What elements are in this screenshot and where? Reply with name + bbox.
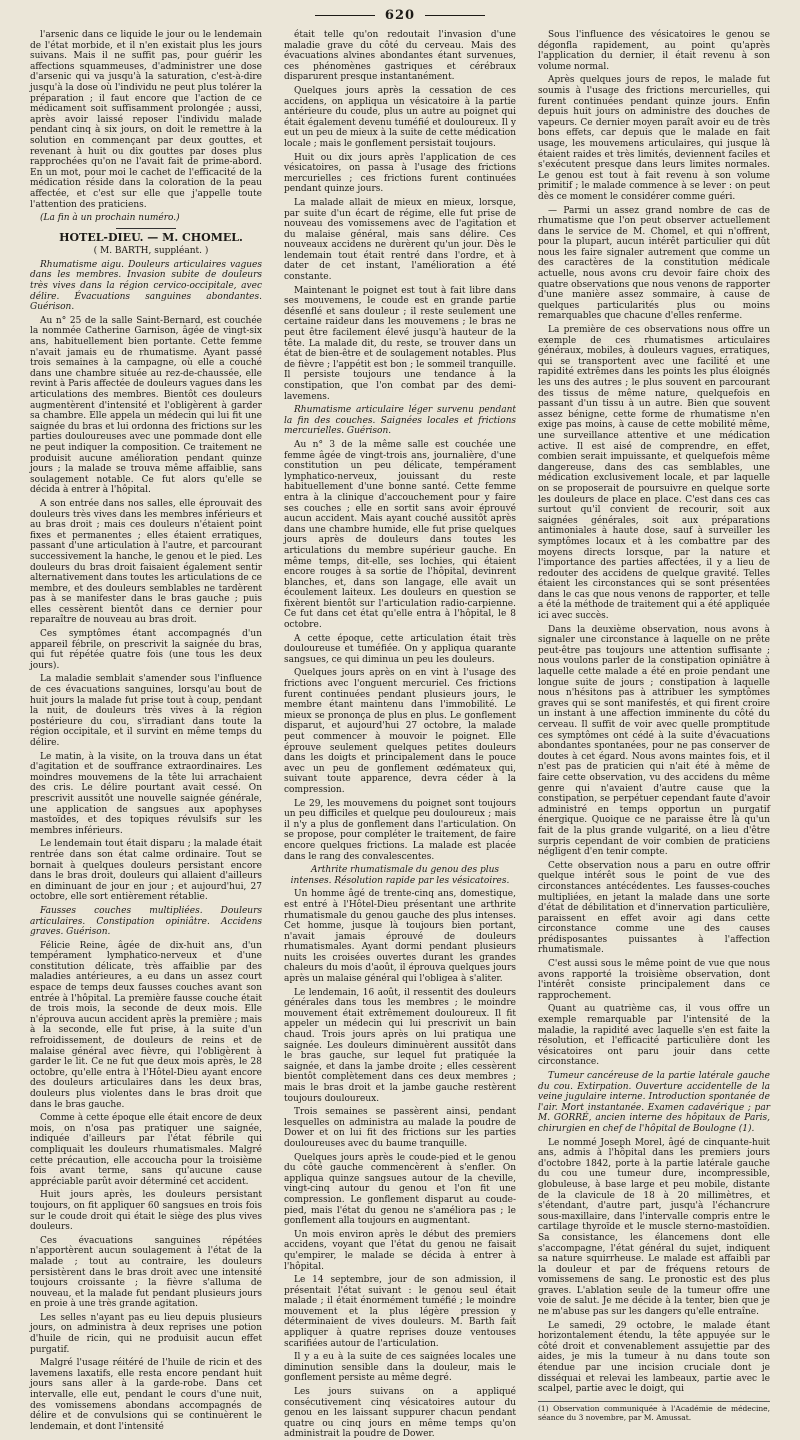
paragraph: La malade allait de mieux en mieux, lorsque, par suite d'un écart de régime, elle fut prise de nouveau des vomissemens avec de l'agitation et du malaise général, mais sans délire. Ces nouveaux accidens ne durèrent qu'un jour. Dès le lendemain tout était rentré dans l'ordre, et à dater de cet instant, l'amélioration a été constante. [284,197,516,283]
paragraph: Trois semaines se passèrent ainsi, pendant lesquelles on administra au malade la poudre de Dower et on lui fit des frictions sur les parties douloureuses avec du baume tranquille. [284,1107,516,1149]
paragraph: — Parmi un assez grand nombre de cas de rhumatisme que l'on peut observer actuellement dans le service de M. Chomel, et qui n'offrent, pour la plupart, aucun intérêt particulier qui dût nous les faire signaler autrement que comme un des caractères de la constitution médicale actuelle, nous avons cru devoir faire choix des quatre observations que nous venons de rapporter d'une manière assez sommaire, à cause de quelques particularités plus ou moins remarquables que chacune d'elles renferme. [538,205,770,322]
paragraph: était telle qu'on redoutait l'invasion d'une maladie grave du côté du cerveau. Mais des évacuations alvines abondantes étant survenues, ces phénomènes gastriques et cérébraux disparurent presque instantanément. [284,30,516,83]
paragraph: Maintenant le poignet est tout à fait libre dans ses mouvemens, le coude est en grande partie désenflé et sans douleur ; il reste seulement une certaine raideur dans les mouvemens ; le bras ne peut être facilement élevé jusqu'à hauteur de la tête. La malade dit, du reste, se trouver dans un état de bien-être et de soulagement notables. Plus de fièvre ; l'appétit est bon ; le sommeil tranquille. Il persiste toujours une tendance à la constipation, que l'on combat par des demi-lavemens. [284,285,516,402]
paragraph: Le 14 septembre, jour de son admission, il présentait l'état suivant : le genou seul était malade ; il était énormément tuméfié ; le moindre mouvement et la plus légère pression y déterminaient de vives douleurs. M. Barth fait appliquer à quatre reprises douze ventouses scarifiées autour de l'articulation. [284,1275,516,1349]
paragraph: Il y a eu à la suite de ces saignées locales une diminution sensible dans la douleur, mais le gonflement persiste au même degré. [284,1352,516,1384]
case-title: (La fin à un prochain numéro.) [40,213,180,224]
paragraph: Au n° 25 de la salle Saint-Bernard, est couchée la nommée Catherine Garnison, âgée de vingt-six ans, habituellement bien portante. Cette femme n'avait jamais eu de rhumatisme. Ayant passé trois semaines à la campagne, où elle a couché dans une chambre située au rez-de-chaussée, elle revint à Paris affectée de douleurs vagues dans les articulations des membres. Bientôt ces douleurs augmentèrent d'intensité et l'obligèrent à garder sa chambre. Elle appela un médecin qui lui fit une saignée du bras et lui ordonna des frictions sur les parties douloureuses avec une pommade dont elle ne peut indiquer la composition. Ce traitement ne produisit aucune amélioration pendant quinze jours ; la malade se trouva même affaiblie, sans soulagement notable. Ce fut alors qu'elle se décida à entrer à l'hôpital. [30,315,262,496]
column-3 [538,30,770,1422]
section-heading: HOTEL-DIEU. — M. CHOMEL. [59,230,243,244]
case-title: Rhumatisme articulaire léger survenu pendant la fin des couches. Saignées locales et frictions mercurielles. Guérison. [284,405,516,437]
paragraph: Dans la deuxième observation, nous avons à signaler une circonstance à laquelle on ne prête peut-être pas toujours une attention suffisante ; nous voulons parler de la constipation opiniâtre à laquelle cette malade a été en proie pendant une longue suite de jours ; constipation à laquelle nous n'hésitons pas à attribuer les symptômes graves qui se sont manifestés, et qui firent croire un instant à une affection imminente du côté du cerveau. Il suffit de voir avec quelle promptitude ces symptômes ont cédé à la suite d'évacuations abondantes spontanées, pour ne pas conserver de doutes à cet égard. Nous avons maintes fois, et il n'est pas de praticien qui n'ait été à même de faire cette observation, vu des accidens du même genre qui n'avaient d'autre cause que la constipation, se perpétuer cependant faute d'avoir administré en temps opportun un purgatif énergique. Quoique ce ne paraisse être là qu'un fait de la plus grande vulgarité, on a lieu d'être surpris cependant de voir combien de praticiens négligent d'en tenir compte. [538,624,770,858]
column-2 [284,30,516,1440]
paragraph: Malgré l'usage réitéré de l'huile de ricin et des lavemens laxatifs, elle resta encore pendant huit jours sans aller à la garde-robe. Dans cet intervalle, elle eut, pendant le cours d'une nuit, des vomissemens abondans accompagnés de délire et de convulsions qui se continuèrent le lendemain, et dont l'intensité [30,1358,262,1432]
header-rule-right [425,15,485,16]
footnote: (1) Observation communiquée à l'Académie de médecine, séance du 3 novembre, par M. Amussat. [538,1401,770,1422]
section-rule [116,228,176,229]
paragraph: l'arsenic dans ce liquide le jour ou le lendemain de l'état morbide, et il n'en existait plus les jours suivans. Mais il ne suffit pas, pour guérir les affections squammeuses, d'administrer une dose d'arsenic qui va jusqu'à la saturation, c'est-à-dire jusqu'à la dose où l'individu ne peut plus tolérer la préparation ; il faut encore que l'action de ce médicament soit suffisamment prolongée ; aussi, après avoir laissé reposer l'individu malade pendant cinq à six jours, on doit le remettre à la solution en commençant par deux gouttes, et revenant à huit ou dix gouttes par doses plus rapprochées qu'on ne l'avait fait de prime-abord. En un mot, pour moi le cachet de l'efficacité de la médication réside dans la coloration de la peau affectée, et c'est sur elle que j'appelle toute l'attention des praticiens. [30,30,262,210]
paragraph: Au n° 3 de la même salle est couchée une femme âgée de vingt-trois ans, journalière, d'une constitution un peu délicate, tempérament lymphatico-nerveux, jouissant du reste habituellement d'une bonne santé. Cette femme entra à la clinique d'accouchement pour y faire ses couches ; elle en sortit sans avoir éprouvé aucun accident. Mais ayant couché aussitôt après dans une chambre humide, elle fut prise quelques jours après de douleurs dans toutes les articulations du membre supérieur gauche. En même temps, dit-elle, ses lochies, qui étaient encore rouges à sa sortie de l'hôpital, devinrent blanches, et, dans son langage, elle avait un écoulement laiteux. Les douleurs en question se fixèrent bientôt sur l'articulation radio-carpienne. Ce fut dans cet état qu'elle entra à l'hôpital, le 8 octobre. [284,439,516,631]
paragraph: C'est aussi sous le même point de vue que nous avons rapporté la troisième observation, dont l'intérêt consiste principalement dans ce rapprochement. [538,959,770,1001]
case-title: Arthrite rhumatismale du genou des plus intenses. Résolution rapide par les vésicatoires. [290,865,510,886]
paragraph: La maladie semblait s'amender sous l'influence de ces évacuations sanguines, lorsqu'au bout de huit jours la malade fut prise tout à coup, pendant la nuit, de douleurs très vives à la région postérieure du cou, s'irradiant dans toute la région occipitale, et il survint en même temps du délire. [30,674,262,748]
paragraph: Félicie Reine, âgée de dix-huit ans, d'un tempérament lymphatico-nerveux et d'une constitution délicate, très affaiblie par des maladies antérieures, a eu dans un assez court espace de temps deux fausses couches avant son entrée à l'hôpital. La première fausse couche était de trois mois, la seconde de deux mois. Elle n'éprouva aucun accident après la première ; mais à la seconde, elle fut prise, à la suite d'un refroidissement, de douleurs de reins et de malaise général avec fièvre, qui l'obligèrent à garder le lit. Ce ne fut que deux mois après, le 28 octobre, qu'elle entra à l'Hôtel-Dieu ayant encore des douleurs articulaires dans les deux bras, douleurs plus violentes dans le bras droit que dans le bras gauche. [30,940,262,1110]
case-title: Rhumatisme aigu. Douleurs articulaires vagues dans les membres. Invasion subite de douleurs très vives dans la région cervico-occipitale, avec délire. Évacuations sanguines abondantes. Guérison. [30,259,262,313]
paragraph: Le 29, les mouvemens du poignet sont toujours un peu difficiles et quelque peu douloureux ; mais il n'y a plus de gonflement dans l'articulation. On se propose, pour compléter le traitement, de faire encore quelques frictions. La malade est placée dans le rang des convalescentes. [284,798,516,862]
paragraph: La première de ces observations nous offre un exemple de ces rhumatismes articulaires généraux, mobiles, à douleurs vagues, erratiques, qui se transportent avec une facilité et une rapidité extrêmes dans les points les plus éloignés les uns des autres ; le plus souvent en parcourant des tissus de même nature, quelquefois en passant d'un tissu à un autre. Bien que souvent assez bénigne, cette forme de rhumatisme n'en exige pas moins, à cause de cette mobilité même, une surveillance attentive et une médication active. Il est aisé de comprendre, en effet, combien serait impuissante, et quelquefois même dangereuse, dans des cas semblables, une médication exclusivement locale, et par laquelle on se proposerait de poursuivre en quelque sorte les douleurs de place en place. C'est dans ces cas surtout qu'il convient de recourir, soit aux saignées générales, soit aux préparations antimoniales à haute dose, sauf à surveiller les symptômes locaux et à les combattre par des moyens directs lorsque, par la nature et l'importance des parties affectées, il y a lieu de redouter des accidens de quelque gravité. Telles étaient les circonstances qui se sont présentées dans le cas que nous venons de rapporter, et telle a été la méthode de traitement qui a été appliquée ici avec succès. [538,325,770,622]
case-title: Tumeur cancéreuse de la partie latérale gauche du cou. Extirpation. Ouverture accidentelle de la veine jugulaire interne. Introduction spontanée de l'air. Mort instantanée. Examen cadavérique ; par M. GORRÉ, ancien interne des hôpitaux de Paris, chirurgien en chef de l'hôpital de Boulogne (1). [538,1071,770,1134]
paragraph: A son entrée dans nos salles, elle éprouvait des douleurs très vives dans les membres inférieurs et au bras droit ; mais ces douleurs n'étaient point fixes et permanentes ; elles étaient erratiques, passant d'une articulation à l'autre, et parcourant successivement la hanche, le genou et le pied. Les douleurs du bras droit faisaient également sentir alternativement dans toutes les articulations de ce membre, et des douleurs semblables ne tardèrent pas à se manifester dans le bras gauche ; puis elles cessèrent bientôt dans ce dernier pour reparaître de nouveau au bras droit. [30,498,262,626]
paragraph: Après quelques jours de repos, le malade fut soumis à l'usage des frictions mercurielles, qui furent continuées pendant quinze jours. Enfin depuis huit jours on administre des douches de vapeurs. Ce dernier moyen paraît avoir eu de très bons effets, car depuis que le malade en fait usage, les mouvemens articulaires, qui jusque là étaient raides et très limités, deviennent faciles et s'exécutent presque dans leurs limites normales. Le genou est tout à fait revenu à son volume primitif ; le malade commence à se lever : on peut dès ce moment le considérer comme guéri. [538,75,770,202]
paragraph: Le lendemain, 16 août, il ressentit des douleurs générales dans tous les membres ; le moindre mouvement était extrêmement douloureux. Il fit appeler un médecin qui lui prescrivit un bain chaud. Trois jours après on lui pratiqua une saignée. Les douleurs diminuèrent aussitôt dans le bras gauche, sur lequel fut pratiquée la saignée, et dans la jambe droite ; elles cessèrent bientôt complètement dans ces deux membres ; mais le bras droit et la jambe gauche restèrent toujours douloureux. [284,987,516,1104]
page-number-header [0,8,800,23]
paragraph: Comme à cette époque elle était encore de deux mois, on n'osa pas pratiquer une saignée, indiquée d'ailleurs par l'état fébrile qui compliquait les douleurs rhumatismales. Malgré cette précaution, elle accoucha pour la troisième fois avant terme, sans qu'aucune cause appréciable parût avoir déterminé cet accident. [30,1113,262,1187]
column-1 [30,30,262,1432]
header-rule-left [315,15,375,16]
paragraph: Huit jours après, les douleurs persistant toujours, on fit appliquer 60 sangsues en trois fois sur le coude droit qui était le siège des plus vives douleurs. [30,1190,262,1233]
paragraph: Quelques jours après la cessation de ces accidens, on appliqua un vésicatoire à la partie antérieure du coude, plus un autre au poignet qui était également devenu tuméfié et douloureux. Il y eut un peu de mieux à la suite de cette médication locale ; mais le gonflement persistait toujours. [284,85,516,149]
paragraph: Cette observation nous a paru en outre offrir quelque intérêt sous le point de vue des circonstances antécédentes. Les fausses-couches multipliées, en jetant la malade dans une sorte d'état de débilitation et d'innervation particulière, paraissent en effet avoir agi dans cette circonstance comme une des causes prédisposantes puissantes à l'affection rhumatismale. [538,860,770,956]
paragraph: Le samedi, 29 octobre, le malade étant horizontalement étendu, la tête appuyée sur le côté droit et convenablement assujettie par des aides, je mis la tumeur à nu dans toute son étendue par une incision cruciale dont je disséquai et relevai les lambeaux, partie avec le scalpel, partie avec le doigt, qui [538,1320,770,1395]
paragraph: Quelques jours après le coude-pied et le genou du côté gauche commencèrent à s'enfler. On appliqua quinze sangsues autour de la cheville, vingt-cinq autour du genou et l'on fit une compression. Le gonflement disparut au coude-pied, mais l'état du genou ne s'améliora pas ; le gonflement alla toujours en augmentant. [284,1152,516,1227]
paragraph: Le lendemain tout était disparu ; la malade était rentrée dans son état calme ordinaire. Tout se bornait à quelques douleurs persistant encore dans le bras droit, douleurs qui allaient d'ailleurs en diminuant de jour en jour ; et aujourd'hui, 27 octobre, elle sort entièrement rétablie. [30,839,262,903]
paragraph: A cette époque, cette articulation était très douloureuse et tuméfiée. On y appliqua quarante sangsues, ce qui diminua un peu les douleurs. [284,633,516,665]
page-number: 620 [384,8,416,23]
paragraph: Le matin, à la visite, on la trouva dans un état d'agitation et de souffrance extraordinaires. Les moindres mouvemens de la tête lui arrachaient des cris. Le délire pourtant avait cessé. On prescrivit aussitôt une nouvelle saignée générale, une application de sangsues aux apophyses mastoïdes, et des topiques révulsifs sur les membres inférieurs. [30,751,262,836]
paragraph: Le nommé Joseph Morel, âgé de cinquante-huit ans, admis à l'hôpital dans les premiers jours d'octobre 1842, porte à la partie latérale gauche du cou une tumeur dure, incompressible, globuleuse, à base large et peu mobile, distante de la clavicule de 18 à 20 millimètres, et s'étendant, d'autre part, jusqu'à l'échancrure sous-maxillaire, dans l'intervalle compris entre le cartilage thyroïde et le muscle sterno-mastoïdien. Sa consistance, les élancemens dont elle s'accompagne, l'état général du sujet, indiquent sa nature squirrheuse. Le malade est affaibli par la douleur et par de fréquens retours de vomissemens de sang. Le pronostic est des plus graves. L'ablation seule de la tumeur offre une voie de salut. Je me décide à la tenter, bien que je ne m'abuse pas sur les dangers qu'elle entraîne. [538,1137,770,1318]
service-line: ( M. BARTH, suppléant. ) [93,246,209,257]
paragraph: Ces évacuations sanguines répétées n'apportèrent aucun soulagement à l'état de la malade ; tout au contraire, les douleurs persistèrent dans le bras droit avec une intensité toujours croissante ; la fièvre s'alluma de nouveau, et la malade fut pendant plusieurs jours en proie à une très grande agitation. [30,1235,262,1310]
paragraph: Huit ou dix jours après l'application de ces vésicatoires, on passa à l'usage des frictions mercurielles ; ces frictions furent continuées pendant quinze jours. [284,152,516,195]
paragraph: Les jours suivans on a appliqué consécutivement cinq vésicatoires autour du genou en les laissant suppurer chacun pendant quatre ou cinq jours en même temps qu'on administrait la poudre de Dower. [284,1387,516,1440]
case-title: Fausses couches multipliées. Douleurs articulaires. Constipation opiniâtre. Accidens graves. Guérison. [30,905,262,938]
paragraph: Un mois environ après le début des premiers accidens, voyant que l'état du genou ne faisait qu'empirer, le malade se décida à entrer à l'hôpital. [284,1229,516,1272]
paragraph: Ces symptômes étant accompagnés d'un appareil fébrile, on prescrivit la saignée du bras, qui fut répétée quatre fois (une tous les deux jours). [30,629,262,671]
paragraph: Quant au quatrième cas, il vous offre un exemple remarquable par l'intensité de la maladie, la rapidité avec laquelle s'en est faite la résolution, et l'efficacité particulière dont les vésicatoires ont paru jouir dans cette circonstance. [538,1004,770,1068]
paragraph: Les selles n'ayant pas eu lieu depuis plusieurs jours, on administra à deux reprises une potion d'huile de ricin, qui ne produisit aucun effet purgatif. [30,1312,262,1355]
paragraph: Un homme âgé de trente-cinq ans, domestique, est entré à l'Hôtel-Dieu présentant une arthrite rhumatismale du genou gauche des plus intenses. Cet homme, jusque là toujours bien portant, n'avait jamais éprouvé de douleurs rhumatismales. Ayant dormi pendant plusieurs nuits les croisées ouvertes durant les grandes chaleurs du mois d'août, il éprouva quelques jours après un malaise général qui l'obligea à s'aliter. [284,889,516,985]
paragraph: Sous l'influence des vésicatoires le genou se dégonfla rapidement, au point qu'après l'application du dernier, il était revenu à son volume normal. [538,30,770,72]
paragraph: Quelques jours après on en vint à l'usage des frictions avec l'onguent mercuriel. Ces frictions furent continuées pendant plusieurs jours, le membre étant maintenu dans l'immobilité. Le mieux se prononça de plus en plus. Le gonflement disparut, et aujourd'hui 27 octobre, la malade peut commencer à mouvoir le poignet. Elle éprouve seulement quelques petites douleurs dans les doigts et principalement dans le pouce avec un peu de gonflement œdémateux qui, suivant toute apparence, devra céder à la compression. [284,668,516,795]
